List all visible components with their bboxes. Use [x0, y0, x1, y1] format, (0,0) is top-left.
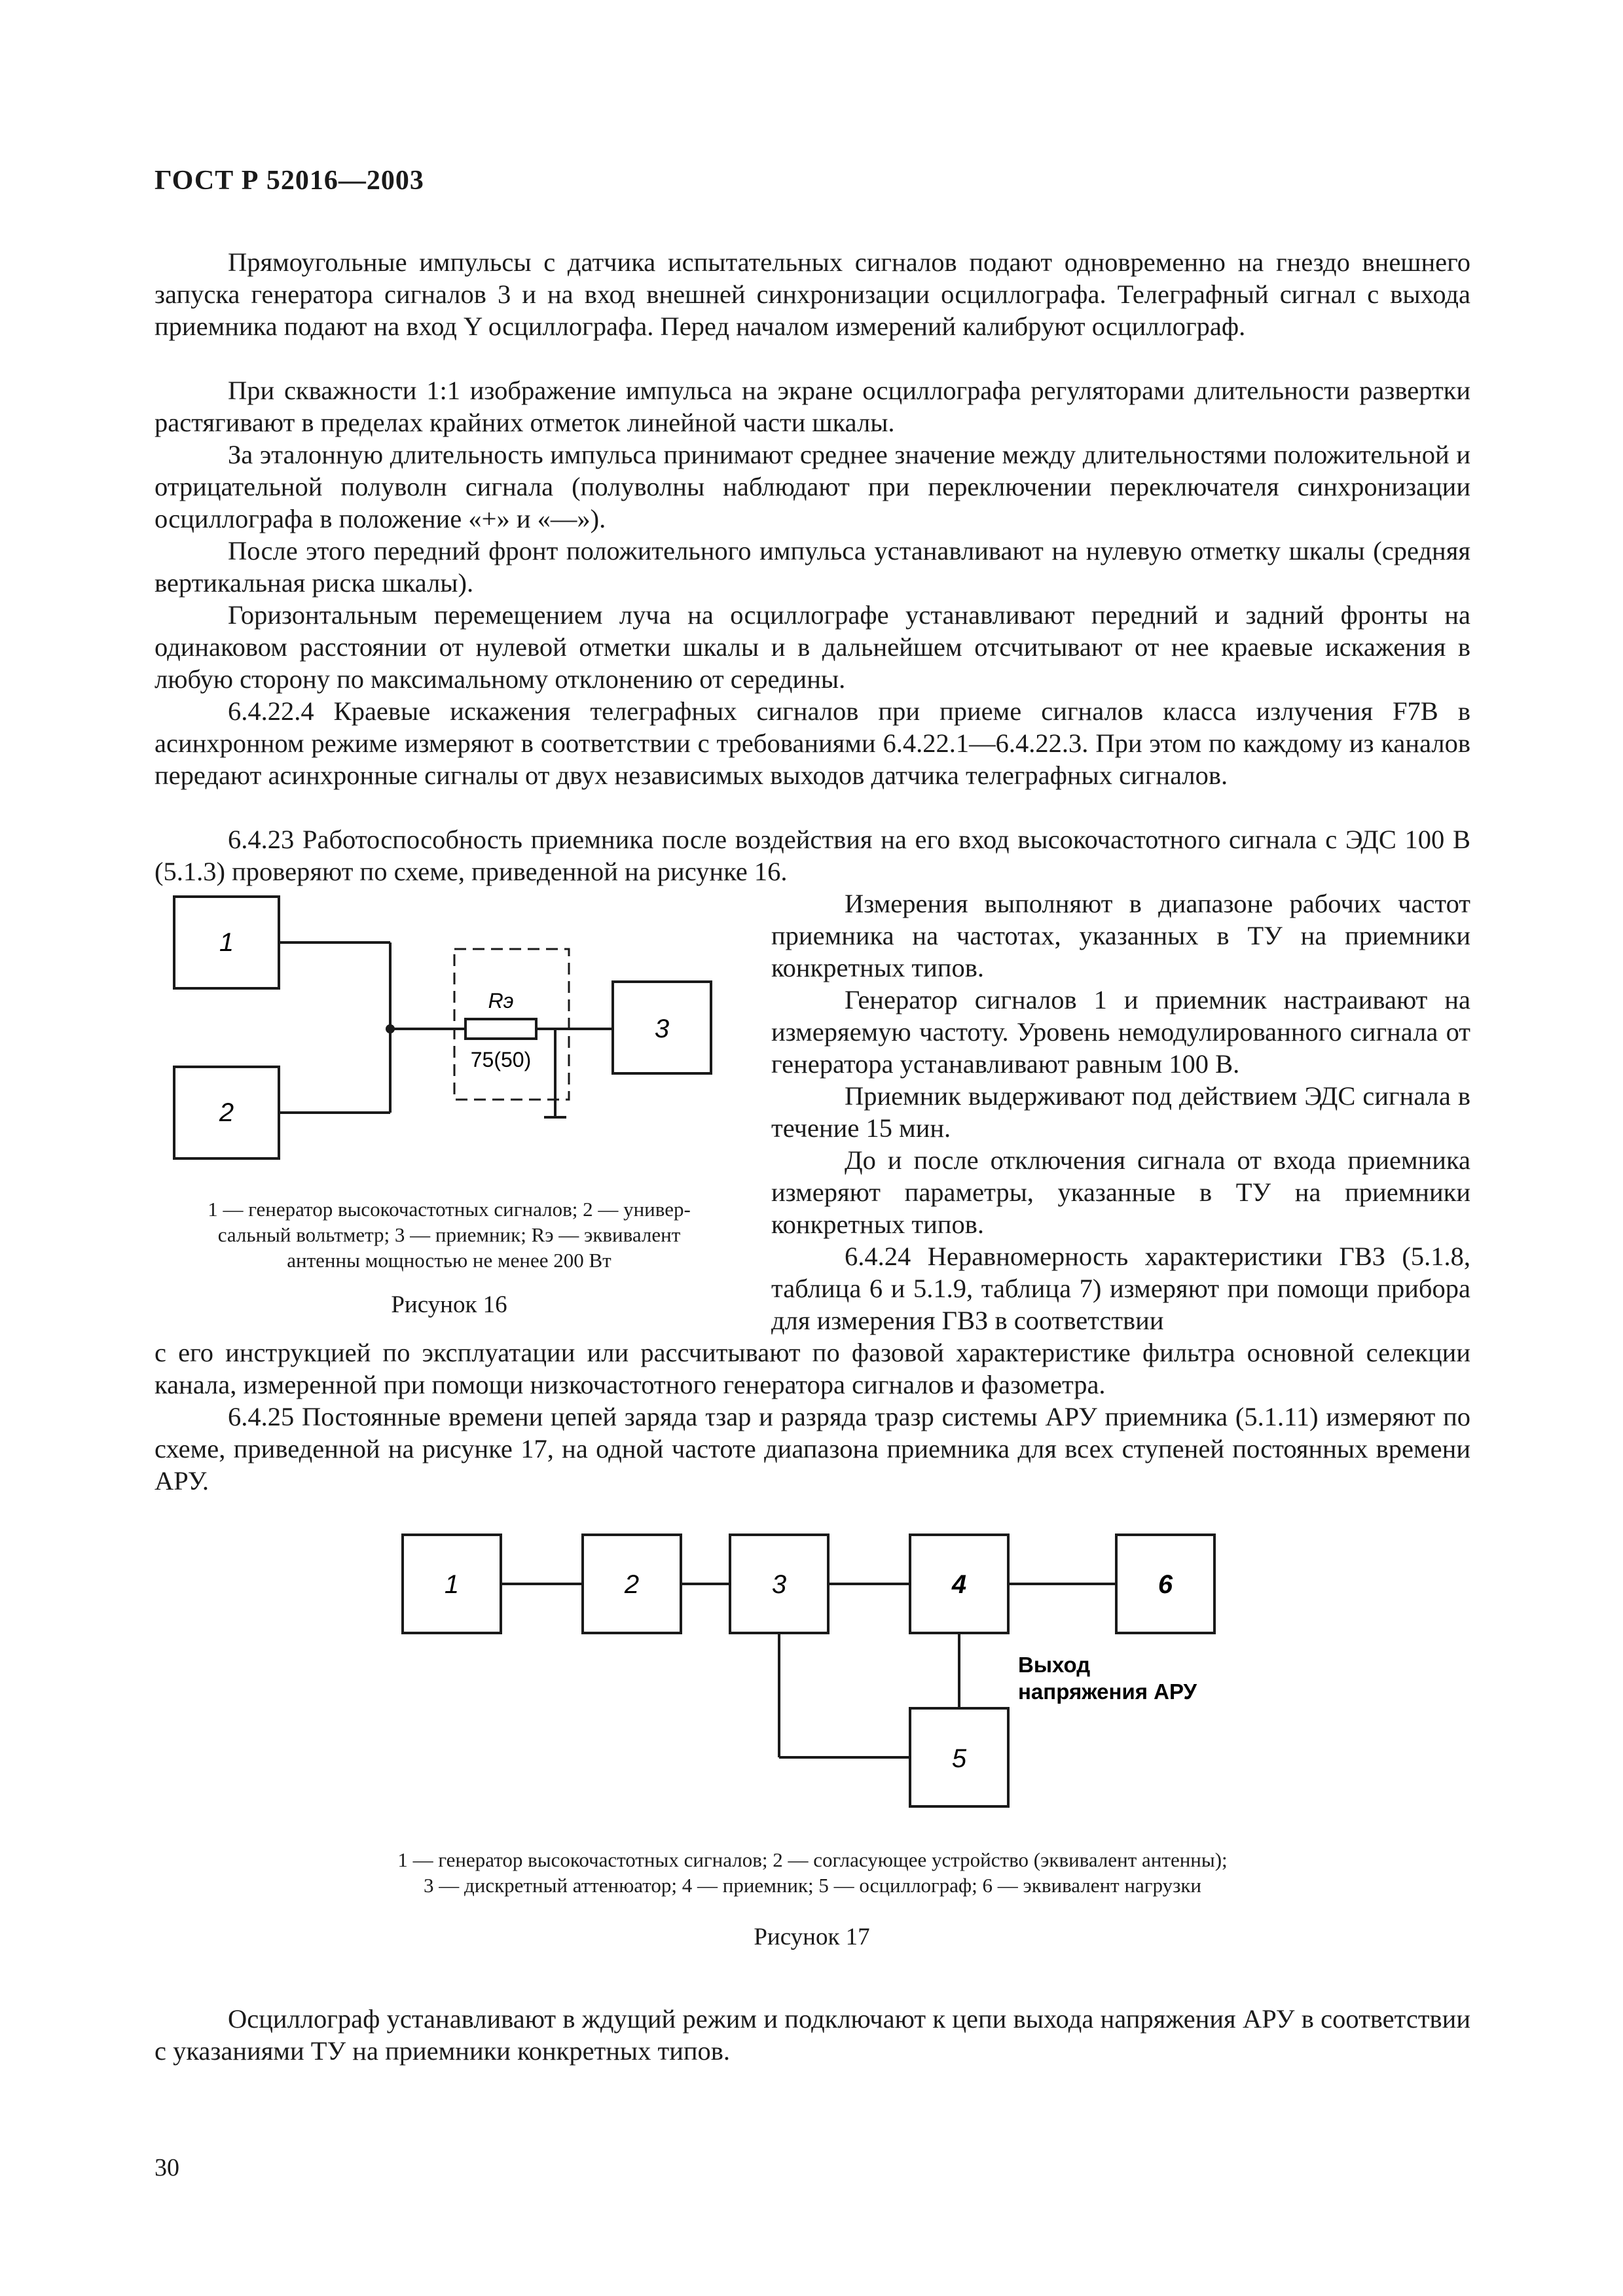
resistor-label: Rэ — [488, 989, 514, 1013]
fig17-label-2: 2 — [624, 1570, 640, 1599]
resistor-symbol — [465, 1019, 536, 1039]
fig16-label-1: 1 — [219, 928, 234, 957]
output-label-line1: Выход — [1018, 1653, 1091, 1677]
paragraph-6-4-24-continued: с его инструкцией по эксплуатации или рассчитывают по фазовой характеристике фильтра основной селекции канала, измеренной при помощи низкочастотного генератора сигналов и фазометра. — [155, 1338, 1470, 1399]
paragraph-oscilloscope-mode: Осциллограф устанавливают в ждущий режим и подключают к цепи выхода напряжения АРУ в соответствии с указаниями ТУ на приемники конкретных типов. — [155, 2004, 1470, 2066]
paragraph-6-4-24: 6.4.24 Неравномерность характеристики ГВЗ (5.1.8, таблица 6 и 5.1.9, таблица 7) измеряют при помощи прибора для измерения ГВЗ в соответствии — [771, 1242, 1470, 1335]
paragraph-horizontal-shift: Горизонтальным перемещением луча на осциллографе устанавливают передний и задний фронты на одинаковом расстоянии от нулевой отметки шкалы и в дальнейшем отсчитывают от нее краевые искажения в любую сторону по максимальному отклонению от середины. — [155, 600, 1470, 694]
figure-16-caption: 1 — генератор высокочастотных сигналов; 2 — универ- сальный вольтметр; 3 — приемник; Rэ — эквивалент антенны мощностью не менее 200 Вт — [208, 1198, 691, 1272]
figure-17-label: Рисунок 17 — [754, 1924, 870, 1950]
figure-16-diagram — [155, 880, 757, 1168]
fig17-label-5: 5 — [951, 1744, 967, 1773]
figure-17-caption: 1 — генератор высокочастотных сигналов; 2 — согласующее устройство (эквивалент антенны); 3 — дискретный аттенюатор; 4 — приемник; 5 — осциллограф; 6 — эквивалент нагрузки — [397, 1848, 1228, 1897]
paragraph-duty-cycle: При скважности 1:1 изображение импульса на экране осциллографа регуляторами длительности развертки растягивают в пределах крайних отметок линейной части шкалы. — [155, 376, 1470, 437]
paragraph-6-4-25: 6.4.25 Постоянные времени цепей заряда τзар и разряда τразр системы АРУ приемника (5.1.11) измеряют по схеме, приведенной на рисунке 17, на одной частоте диапазона приемника для всех ступеней постоянных времени АРУ. — [155, 1402, 1470, 1496]
fig17-label-3: 3 — [771, 1570, 787, 1599]
figure-16-label: Рисунок 16 — [391, 1291, 507, 1318]
paragraph-front-edge: После этого передний фронт положительного импульса устанавливают на нулевую отметку шкалы (средняя вертикальная риска шкалы). — [155, 536, 1470, 598]
fig16-label-2: 2 — [219, 1098, 234, 1127]
document-header: ГОСТ Р 52016—2003 — [155, 166, 424, 196]
paragraph-hold-time: Приемник выдерживают под действием ЭДС сигнала в течение 15 мин. — [771, 1081, 1470, 1143]
fig16-label-3: 3 — [654, 1014, 670, 1043]
paragraph-6-4-23: 6.4.23 Работоспособность приемника после воздействия на его вход высокочастотного сигнала с ЭДС 100 В (5.1.3) проверяют по схеме, приведенной на рисунке 16. — [155, 825, 1470, 886]
fig17-label-1: 1 — [444, 1570, 460, 1599]
paragraph-reference-duration: За эталонную длительность импульса принимают среднее значение между длительностями положительной и отрицательной полуволн сигнала (полуволны наблюдают при переключении переключателя синхронизации осциллографа в положение «+» и «—»). — [155, 440, 1470, 533]
paragraph-generator-tuning: Генератор сигналов 1 и приемник настраивают на измеряемую частоту. Уровень немодулированного сигнала от генератора устанавливают равным 100 В. — [771, 985, 1470, 1079]
output-label-line2: напряжения АРУ — [1018, 1679, 1197, 1704]
resistor-value: 75(50) — [470, 1048, 532, 1071]
page-number: 30 — [155, 2154, 179, 2181]
figure-17-diagram — [393, 1518, 1244, 1826]
paragraph-6-4-22-4: 6.4.22.4 Краевые искажения телеграфных сигналов при приеме сигналов класса излучения F7B в асинхронном режиме измеряют в соответствии с требованиями 6.4.22.1—6.4.22.3. При этом по каждому из каналов передают асинхронные сигналы от двух независимых выходов датчика телеграфных сигналов. — [155, 696, 1470, 790]
paragraph-before-after: До и после отключения сигнала от входа приемника измеряют параметры, указанные в ТУ на приемники конкретных типов. — [771, 1145, 1470, 1239]
fig17-label-4: 4 — [951, 1570, 967, 1599]
fig17-label-6: 6 — [1158, 1570, 1173, 1599]
paragraph-measurement-range: Измерения выполняют в диапазоне рабочих частот приемника на частотах, указанных в ТУ на приемники конкретных типов. — [771, 889, 1470, 982]
paragraph-pulses: Прямоугольные импульсы с датчика испытательных сигналов подают одновременно на гнездо внешнего запуска генератора сигналов 3 и на вход внешней синхронизации осциллографа. Телеграфный сигнал с выхода приемника подают на вход Y осциллографа. Перед началом измерений калибруют осциллограф. — [155, 247, 1470, 341]
